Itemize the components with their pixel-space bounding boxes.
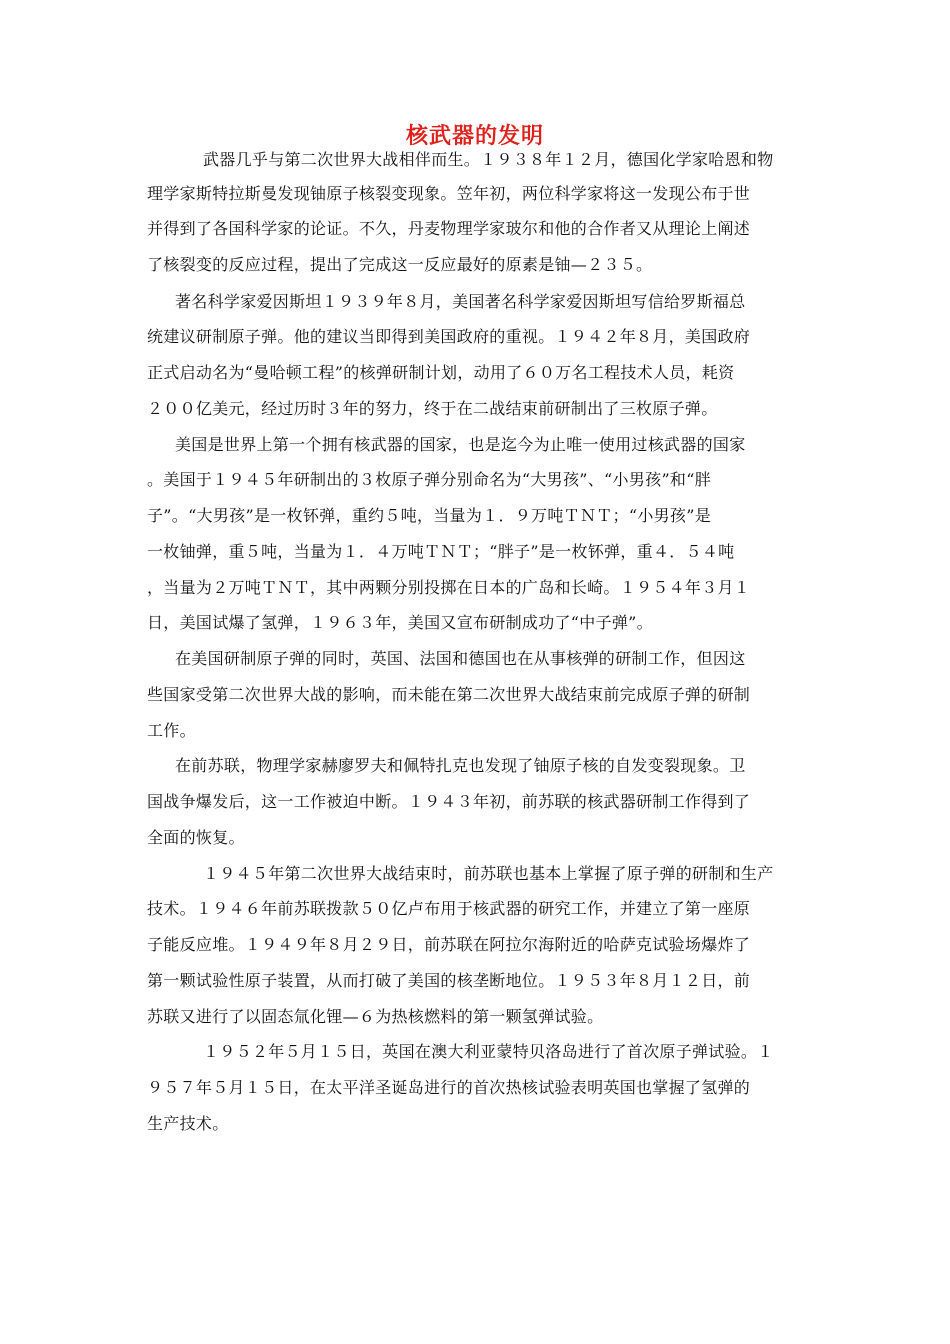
text-line: 国战争爆发后，这一工作被迫中断。１９４３年初，前苏联的核武器研制工作得到了: [147, 792, 751, 811]
text-line: 子能反应堆。１９４９年８月２９日，前苏联在阿拉尔海附近的哈萨克试验场爆炸了: [147, 935, 751, 954]
text-line: 著名科学家爱因斯坦１９３９年８月，美国著名科学家爱因斯坦写信给罗斯福总: [175, 292, 746, 311]
text-line: 苏联又进行了以固态氚化锂—６为热核燃料的第一颗氢弹试验。: [147, 1007, 604, 1026]
text-line: 第一颗试验性原子装置，从而打破了美国的核垄断地位。１９５３年８月１２日，前: [147, 971, 751, 990]
text-line: 并得到了各国科学家的论证。不久，丹麦物理学家玻尔和他的合作者又从理论上阐述: [147, 219, 751, 238]
text-line: 统建议研制原子弹。他的建议当即得到美国政府的重视。１９４２年８月，美国政府: [147, 327, 751, 346]
text-line: 一枚铀弹，重５吨，当量为１．４万吨ＴＮＴ；“胖子”是一枚钚弹，重４．５４吨: [147, 542, 735, 561]
text-line: 在前苏联，物理学家赫廖罗夫和佩特扎克也发现了铀原子核的自发变裂现象。卫: [175, 756, 746, 775]
text-line: 子”。“大男孩”是一枚钚弹，重约５吨，当量为１．９万吨ＴＮＴ；“小男孩”是: [147, 506, 711, 525]
text-line: 武器几乎与第二次世界大战相伴而生。１９３８年１２月，德国化学家哈恩和物: [203, 150, 774, 169]
text-line: 在美国研制原子弹的同时，英国、法国和德国也在从事核弹的研制工作，但因这: [175, 649, 746, 668]
text-line: 了核裂变的反应过程，提出了完成这一反应最好的原素是铀—２３５。: [147, 255, 653, 274]
text-line: 全面的恢复。: [147, 828, 245, 847]
text-line: １９４５年第二次世界大战结束时，前苏联也基本上掌握了原子弹的研制和生产: [203, 864, 774, 883]
text-line: 些国家受第二次世界大战的影响，而未能在第二次世界大战结束前完成原子弹的研制: [147, 685, 751, 704]
text-line: 理学家斯特拉斯曼发现铀原子核裂变现象。笠年初，两位科学家将这一发现公布于世: [147, 184, 751, 203]
text-line: ，当量为２万吨ＴＮＴ，其中两颗分别投掷在日本的广岛和长崎。１９５４年３月１: [147, 578, 751, 597]
text-line: 日，美国试爆了氢弹，１９６３年，美国又宣布研制成功了“中子弹”。: [147, 613, 653, 632]
text-line: 正式启动名为“曼哈顿工程”的核弹研制计划，动用了６０万名工程技术人员，耗资: [147, 363, 735, 382]
text-line: ２００亿美元，经过历时３年的努力，终于在二战结束前研制出了三枚原子弹。: [147, 399, 718, 418]
text-line: 技术。１９４６年前苏联拨款５０亿卢布用于核武器的研究工作，并建立了第一座原: [147, 899, 751, 918]
text-line: 工作。: [147, 721, 196, 740]
text-line: １９５２年５月１５日，英国在澳大利亚蒙特贝洛岛进行了首次原子弹试验。１: [203, 1042, 774, 1061]
text-line: 美国是世界上第一个拥有核武器的国家，也是迄今为止唯一使用过核武器的国家: [175, 435, 746, 454]
text-line: 生产技术。: [147, 1114, 229, 1133]
text-line: ９５７年５月１５日，在太平洋圣诞岛进行的首次热核试验表明英国也掌握了氢弹的: [147, 1078, 751, 1097]
text-line: 。美国于１９４５年研制出的３枚原子弹分别命名为“大男孩”、“小男孩”和“胖: [147, 470, 711, 489]
document-title: 核武器的发明: [405, 123, 544, 149]
